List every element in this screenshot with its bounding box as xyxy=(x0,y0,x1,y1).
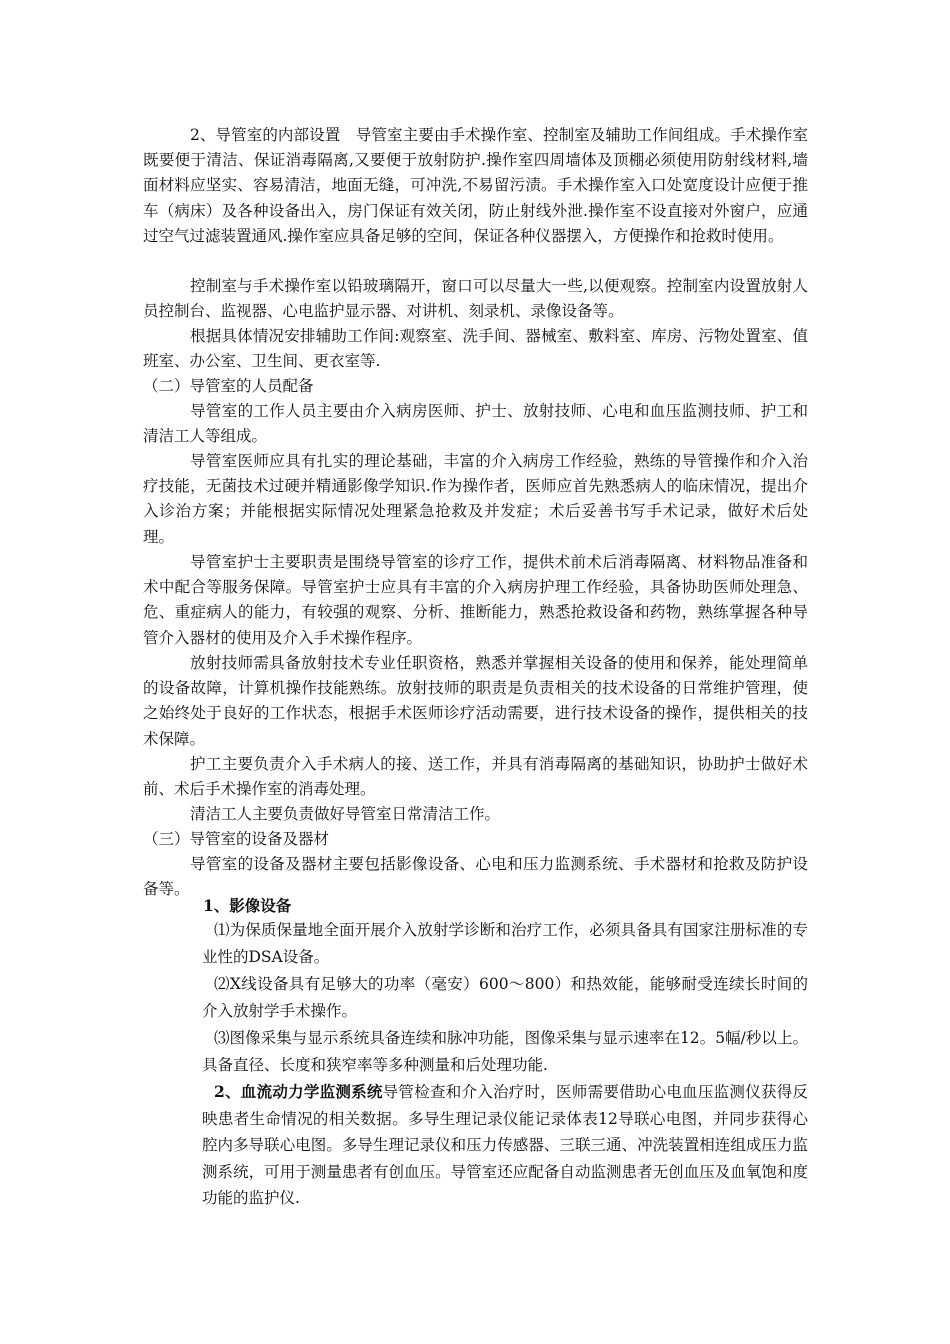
paragraph-internal-layout: 2、导管室的内部设置 导管室主要由手术操作室、控制室及辅助工作间组成。手术操作室既要便于清洁、保证消毒隔离,又要便于放射防护.操作室四周墙体及顶棚必须使用防射线材料,墙面材料应坚实、容易清洁，地面无缝，可冲洗,不易留污渍。手术操作室入口处宽度设计应便于推车（病床）及各种设备出入，房门保证有效关闭，防止射线外泄.操作室不设直接对外窗户，应通过空气过滤装置通风.操作室应具备足够的空间，保证各种仪器摆入，方便操作和抢救时使用。 xyxy=(143,126,808,245)
list-item-xray-power: ⑵X线设备具有足够大的功率（毫安）600～800）和热效能，能够耐受连续长时间的介入放射学手术操作。 xyxy=(202,975,808,1020)
hemodynamic-text: 导管检查和介入治疗时，医师需要借助心电血压监测仪获得反映患者生命情况的相关数据。多导生理记录仪能记录体表12导联心电图，并同步获得心腔内多导联心电图。多导生理记录仪和压力传感器、三联三通、冲洗装置相连组成压力监测系统，可用于测量患者有创血压。导管室还应配备自动监测患者无创血压及血氧饱和度功能的监护仪. xyxy=(202,1083,808,1207)
paragraph-equipment-overview: 导管室的设备及器材主要包括影像设备、心电和压力监测系统、手术器材和抢救及防护设备等。 xyxy=(143,855,808,899)
paragraph-cleaner: 清洁工人主要负责做好导管室日常清洁工作。 xyxy=(190,805,501,823)
section-heading-staffing: （二）导管室的人员配备 xyxy=(143,377,314,395)
paragraph-auxiliary-rooms: 根据具体情况安排辅助工作间:观察室、洗手间、器械室、敷料室、库房、污物处置室、值班室、办公室、卫生间、更衣室等. xyxy=(143,327,808,371)
paragraph-radiology-technician: 放射技师需具备放射技术专业任职资格，熟悉并掌握相关设备的使用和保养，能处理简单的设备故障，计算机操作技能熟练。放射技师的职责是负责相关的技术设备的日常维护管理，使之始终处于良好的工作状态，根据手术医师诊疗活动需要，进行技术设备的操作，提供相关的技术保障。 xyxy=(143,654,808,748)
subheading-hemodynamic: 2、血流动力学监测系统 xyxy=(214,1082,383,1101)
paragraph-control-room: 控制室与手术操作室以铅玻璃隔开，窗口可以尽量大一些,以便观察。控制室内设置放射人员控制台、监视器、心电监护显示器、对讲机、刻录机、录像设备等。 xyxy=(143,277,808,321)
paragraph-nurse: 导管室护士主要职责是围绕导管室的诊疗工作，提供术前术后消毒隔离、材料物品准备和术中配合等服务保障。导管室护士应具有丰富的介入病房护理工作经验，具备协助医师处理急、危、重症病人的能力，有较强的观察、分析、推断能力，熟悉抢救设备和药物，熟练掌握各种导管介入器材的使用及介入手术操作程序。 xyxy=(143,553,808,647)
section-heading-equipment: （三）导管室的设备及器材 xyxy=(143,830,330,848)
paragraph-staff-composition: 导管室的工作人员主要由介入病房医师、护士、放射技师、心电和血压监测技师、护工和清洁工人等组成。 xyxy=(143,402,808,446)
subheading-imaging-equipment: 1、影像设备 xyxy=(203,896,292,915)
paragraph-physician: 导管室医师应具有扎实的理论基础，丰富的介入病房工作经验，熟练的导管操作和介入治疗技能，无菌技术过硬并精通影像学知识.作为操作者，医师应首先熟悉病人的临床情况，提出介入诊治方案；并能根据实际情况处理紧急抢救及并发症；术后妥善书写手术记录，做好术后处理。 xyxy=(143,452,808,546)
paragraph-hemodynamic-monitoring xyxy=(202,1079,808,1212)
list-item-dsa: ⑴为保质保量地全面开展介入放射学诊断和治疗工作，必须具备具有国家注册标准的专业性的DSA设备。 xyxy=(202,921,808,966)
list-item-image-acquisition: ⑶图像采集与显示系统具备连续和脉冲功能，图像采集与显示速率在12。5幅/秒以上。具备直径、长度和狭窄率等多种测量和后处理功能. xyxy=(202,1029,808,1074)
paragraph-orderly: 护工主要负责介入手术病人的接、送工作，并具有消毒隔离的基础知识，协助护士做好术前、术后手术操作室的消毒处理。 xyxy=(143,755,808,799)
